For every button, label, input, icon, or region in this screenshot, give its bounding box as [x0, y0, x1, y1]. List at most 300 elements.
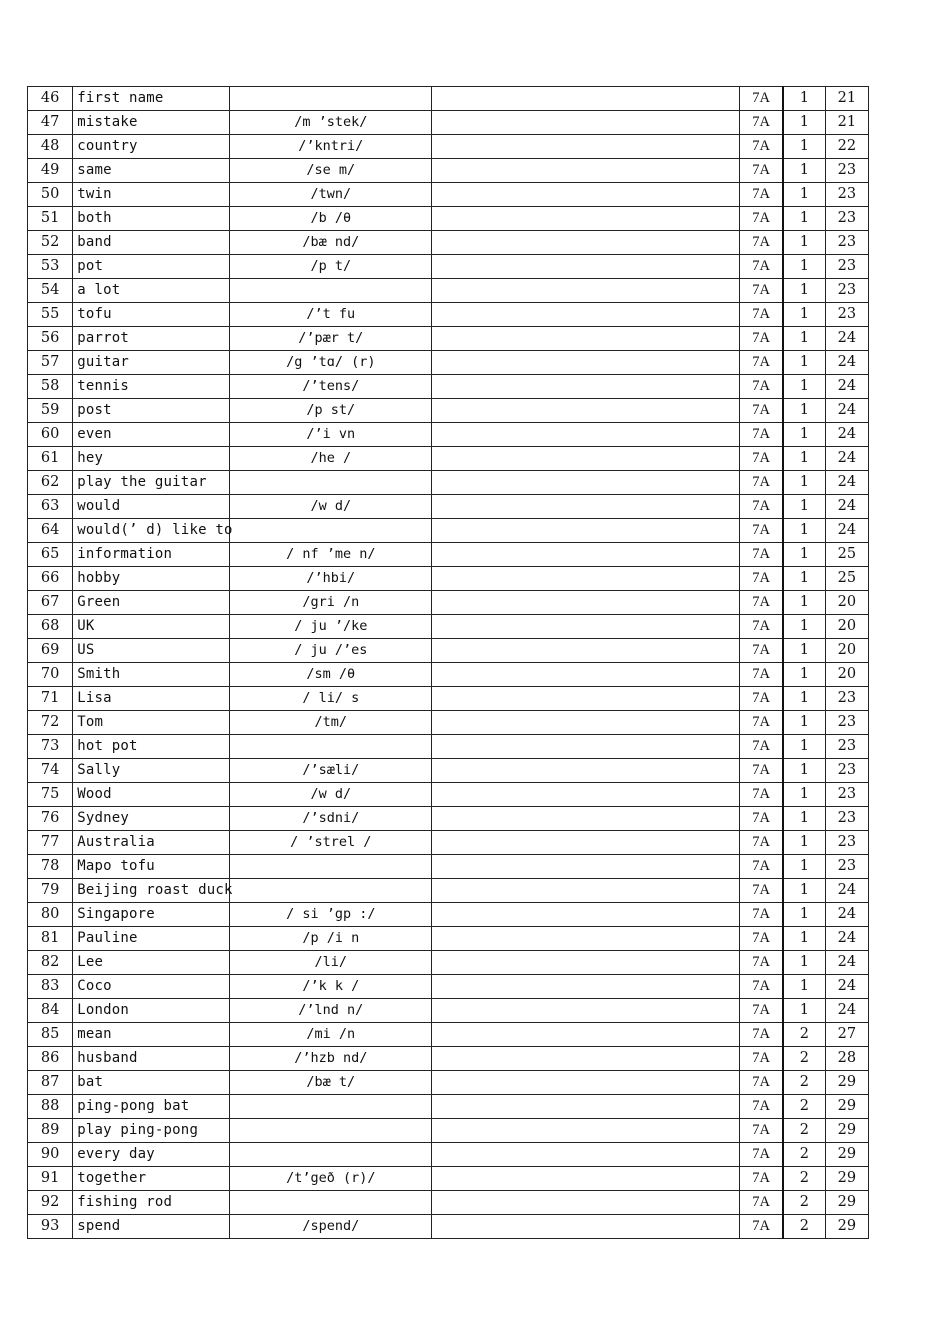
- unit-cell: 2: [783, 1119, 825, 1143]
- page-cell: 23: [825, 255, 868, 279]
- blank-cell: [432, 519, 740, 543]
- word-cell: [73, 1071, 230, 1095]
- unit-cell: 1: [783, 711, 825, 735]
- table-row: [28, 591, 869, 615]
- table-row: [28, 1143, 869, 1167]
- phonetic-cell: /w d/: [230, 495, 432, 519]
- unit-cell: 1: [783, 879, 825, 903]
- phonetic-cell: /’kntri/: [230, 135, 432, 159]
- page-cell: 25: [825, 567, 868, 591]
- table-row: [28, 927, 869, 951]
- table-row: [28, 951, 869, 975]
- page-cell: 24: [825, 903, 868, 927]
- row-number: 72: [28, 711, 73, 735]
- word-text: Lisa: [77, 690, 112, 706]
- table-row: [28, 903, 869, 927]
- unit-cell: 1: [783, 519, 825, 543]
- row-number: 92: [28, 1191, 73, 1215]
- word-text: spend: [77, 1218, 121, 1234]
- unit-cell: 1: [783, 567, 825, 591]
- table-row: [28, 1047, 869, 1071]
- word-text: same: [77, 162, 112, 178]
- word-text: parrot: [77, 330, 130, 346]
- phonetic-cell: /b /θ: [230, 207, 432, 231]
- table-row: [28, 303, 869, 327]
- word-cell: [73, 255, 230, 279]
- table-row: [28, 183, 869, 207]
- word-text: London: [77, 1002, 130, 1018]
- unit-cell: 2: [783, 1023, 825, 1047]
- table-row: [28, 639, 869, 663]
- unit-cell: 1: [783, 351, 825, 375]
- table-row: [28, 351, 869, 375]
- page-cell: 23: [825, 279, 868, 303]
- table-row: [28, 1071, 869, 1095]
- word-cell: [73, 927, 230, 951]
- phonetic-cell: [230, 471, 432, 495]
- grade-cell: 7A: [740, 423, 783, 447]
- blank-cell: [432, 1095, 740, 1119]
- page-cell: 25: [825, 543, 868, 567]
- phonetic-cell: [230, 1119, 432, 1143]
- grade-cell: 7A: [740, 1191, 783, 1215]
- page-cell: 24: [825, 879, 868, 903]
- unit-cell: 1: [783, 279, 825, 303]
- unit-cell: 1: [783, 87, 825, 111]
- grade-cell: 7A: [740, 183, 783, 207]
- blank-cell: [432, 1143, 740, 1167]
- phonetic-cell: / ’strel /: [230, 831, 432, 855]
- phonetic-cell: /w d/: [230, 783, 432, 807]
- word-cell: [73, 1167, 230, 1191]
- vocabulary-table: [27, 86, 869, 1239]
- table-row: [28, 735, 869, 759]
- unit-cell: 2: [783, 1095, 825, 1119]
- row-number: 75: [28, 783, 73, 807]
- table-row: [28, 279, 869, 303]
- word-text: Green: [77, 594, 121, 610]
- word-cell: [73, 783, 230, 807]
- row-number: 81: [28, 927, 73, 951]
- page-cell: 22: [825, 135, 868, 159]
- blank-cell: [432, 687, 740, 711]
- page-cell: 28: [825, 1047, 868, 1071]
- word-cell: [73, 135, 230, 159]
- page-cell: 24: [825, 999, 868, 1023]
- unit-cell: 2: [783, 1047, 825, 1071]
- row-number: 60: [28, 423, 73, 447]
- unit-cell: 1: [783, 423, 825, 447]
- page-cell: 24: [825, 327, 868, 351]
- blank-cell: [432, 1191, 740, 1215]
- word-text: Sydney: [77, 810, 130, 826]
- word-text: mean: [77, 1026, 112, 1042]
- page-cell: 29: [825, 1215, 868, 1239]
- page-cell: 21: [825, 87, 868, 111]
- word-text: band: [77, 234, 112, 250]
- word-text: UK: [77, 618, 95, 634]
- blank-cell: [432, 975, 740, 999]
- table-row: [28, 135, 869, 159]
- word-cell: [73, 615, 230, 639]
- unit-cell: 2: [783, 1215, 825, 1239]
- row-number: 93: [28, 1215, 73, 1239]
- table-row: [28, 495, 869, 519]
- page-cell: 23: [825, 711, 868, 735]
- row-number: 84: [28, 999, 73, 1023]
- word-text: fishing rod: [77, 1194, 173, 1210]
- blank-cell: [432, 807, 740, 831]
- word-cell: [73, 831, 230, 855]
- unit-cell: 1: [783, 111, 825, 135]
- word-cell: [73, 1119, 230, 1143]
- word-text: Singapore: [77, 906, 155, 922]
- blank-cell: [432, 255, 740, 279]
- table-row: [28, 831, 869, 855]
- blank-cell: [432, 1215, 740, 1239]
- row-number: 69: [28, 639, 73, 663]
- blank-cell: [432, 927, 740, 951]
- page-cell: 24: [825, 471, 868, 495]
- unit-cell: 2: [783, 1191, 825, 1215]
- word-cell: [73, 591, 230, 615]
- word-text: hot pot: [77, 738, 138, 754]
- row-number: 80: [28, 903, 73, 927]
- unit-cell: 1: [783, 399, 825, 423]
- grade-cell: 7A: [740, 495, 783, 519]
- word-cell: [73, 975, 230, 999]
- table-row: [28, 687, 869, 711]
- word-text: Pauline: [77, 930, 138, 946]
- blank-cell: [432, 351, 740, 375]
- phonetic-cell: /’hbi/: [230, 567, 432, 591]
- word-text: tofu: [77, 306, 112, 322]
- unit-cell: 1: [783, 159, 825, 183]
- blank-cell: [432, 903, 740, 927]
- blank-cell: [432, 711, 740, 735]
- word-cell: [73, 687, 230, 711]
- phonetic-cell: /’t fu: [230, 303, 432, 327]
- row-number: 48: [28, 135, 73, 159]
- row-number: 53: [28, 255, 73, 279]
- blank-cell: [432, 783, 740, 807]
- unit-cell: 1: [783, 999, 825, 1023]
- row-number: 90: [28, 1143, 73, 1167]
- word-cell: [73, 471, 230, 495]
- table-row: [28, 759, 869, 783]
- table-row: [28, 807, 869, 831]
- grade-cell: 7A: [740, 879, 783, 903]
- page-cell: 24: [825, 495, 868, 519]
- phonetic-cell: [230, 279, 432, 303]
- blank-cell: [432, 399, 740, 423]
- grade-cell: 7A: [740, 303, 783, 327]
- phonetic-cell: /tm/: [230, 711, 432, 735]
- blank-cell: [432, 951, 740, 975]
- blank-cell: [432, 447, 740, 471]
- phonetic-cell: [230, 879, 432, 903]
- word-cell: [73, 855, 230, 879]
- row-number: 79: [28, 879, 73, 903]
- blank-cell: [432, 1167, 740, 1191]
- word-cell: [73, 423, 230, 447]
- word-text: country: [77, 138, 138, 154]
- unit-cell: 1: [783, 687, 825, 711]
- grade-cell: 7A: [740, 1119, 783, 1143]
- blank-cell: [432, 471, 740, 495]
- grade-cell: 7A: [740, 615, 783, 639]
- word-cell: [73, 231, 230, 255]
- row-number: 70: [28, 663, 73, 687]
- row-number: 88: [28, 1095, 73, 1119]
- phonetic-cell: /li/: [230, 951, 432, 975]
- phonetic-cell: /’sdni/: [230, 807, 432, 831]
- table-row: [28, 399, 869, 423]
- grade-cell: 7A: [740, 231, 783, 255]
- page-cell: 23: [825, 231, 868, 255]
- word-text: guitar: [77, 354, 130, 370]
- table-row: [28, 159, 869, 183]
- phonetic-cell: / si ’gp :/: [230, 903, 432, 927]
- word-text: together: [77, 1170, 147, 1186]
- table-row: [28, 1167, 869, 1191]
- table-row: [28, 471, 869, 495]
- grade-cell: 7A: [740, 399, 783, 423]
- grade-cell: 7A: [740, 783, 783, 807]
- table-row: [28, 111, 869, 135]
- row-number: 64: [28, 519, 73, 543]
- grade-cell: 7A: [740, 951, 783, 975]
- word-cell: [73, 1215, 230, 1239]
- blank-cell: [432, 327, 740, 351]
- phonetic-cell: [230, 1191, 432, 1215]
- phonetic-cell: /’sæli/: [230, 759, 432, 783]
- table-row: [28, 327, 869, 351]
- unit-cell: 1: [783, 447, 825, 471]
- grade-cell: 7A: [740, 903, 783, 927]
- word-cell: [73, 543, 230, 567]
- grade-cell: 7A: [740, 663, 783, 687]
- phonetic-cell: /g ’tɑ/ (r): [230, 351, 432, 375]
- row-number: 77: [28, 831, 73, 855]
- phonetic-cell: [230, 735, 432, 759]
- word-cell: [73, 111, 230, 135]
- grade-cell: 7A: [740, 255, 783, 279]
- word-cell: [73, 303, 230, 327]
- grade-cell: 7A: [740, 999, 783, 1023]
- grade-cell: 7A: [740, 639, 783, 663]
- word-text: tennis: [77, 378, 130, 394]
- phonetic-cell: / li/ s: [230, 687, 432, 711]
- blank-cell: [432, 1119, 740, 1143]
- row-number: 62: [28, 471, 73, 495]
- table-row: [28, 447, 869, 471]
- grade-cell: 7A: [740, 759, 783, 783]
- row-number: 68: [28, 615, 73, 639]
- page-cell: 23: [825, 783, 868, 807]
- word-cell: [73, 903, 230, 927]
- page-cell: 23: [825, 303, 868, 327]
- table-row: [28, 1119, 869, 1143]
- row-number: 58: [28, 375, 73, 399]
- word-cell: [73, 1095, 230, 1119]
- table-row: [28, 375, 869, 399]
- vocabulary-rows: [28, 87, 869, 1239]
- unit-cell: 1: [783, 495, 825, 519]
- row-number: 66: [28, 567, 73, 591]
- word-text: Beijing roast duck: [77, 882, 233, 898]
- grade-cell: 7A: [740, 1143, 783, 1167]
- page-cell: 23: [825, 159, 868, 183]
- grade-cell: 7A: [740, 327, 783, 351]
- row-number: 54: [28, 279, 73, 303]
- word-text: Mapo tofu: [77, 858, 155, 874]
- unit-cell: 1: [783, 303, 825, 327]
- page-cell: 23: [825, 855, 868, 879]
- grade-cell: 7A: [740, 831, 783, 855]
- phonetic-cell: /p st/: [230, 399, 432, 423]
- row-number: 85: [28, 1023, 73, 1047]
- blank-cell: [432, 231, 740, 255]
- unit-cell: 1: [783, 927, 825, 951]
- grade-cell: 7A: [740, 375, 783, 399]
- table-row: [28, 207, 869, 231]
- table-row: [28, 1191, 869, 1215]
- word-cell: [73, 759, 230, 783]
- phonetic-cell: /t’geð (r)/: [230, 1167, 432, 1191]
- unit-cell: 1: [783, 135, 825, 159]
- unit-cell: 2: [783, 1143, 825, 1167]
- phonetic-cell: /p /i n: [230, 927, 432, 951]
- grade-cell: 7A: [740, 927, 783, 951]
- grade-cell: 7A: [740, 111, 783, 135]
- blank-cell: [432, 423, 740, 447]
- page-cell: 23: [825, 183, 868, 207]
- blank-cell: [432, 111, 740, 135]
- page-cell: 29: [825, 1167, 868, 1191]
- page-cell: 29: [825, 1095, 868, 1119]
- table-row: [28, 975, 869, 999]
- word-cell: [73, 567, 230, 591]
- blank-cell: [432, 567, 740, 591]
- blank-cell: [432, 303, 740, 327]
- word-cell: [73, 879, 233, 903]
- word-text: every day: [77, 1146, 155, 1162]
- word-cell: [73, 639, 230, 663]
- page-cell: 23: [825, 759, 868, 783]
- phonetic-cell: /twn/: [230, 183, 432, 207]
- phonetic-cell: [230, 519, 432, 543]
- page-cell: 24: [825, 351, 868, 375]
- blank-cell: [432, 855, 740, 879]
- page-cell: 20: [825, 591, 868, 615]
- phonetic-cell: /sm /θ: [230, 663, 432, 687]
- row-number: 63: [28, 495, 73, 519]
- word-cell: [73, 447, 230, 471]
- table-row: [28, 1023, 869, 1047]
- page-cell: 24: [825, 399, 868, 423]
- page-cell: 24: [825, 519, 868, 543]
- row-number: 56: [28, 327, 73, 351]
- grade-cell: 7A: [740, 1095, 783, 1119]
- word-cell: [73, 1047, 230, 1071]
- page-cell: 23: [825, 687, 868, 711]
- row-number: 57: [28, 351, 73, 375]
- grade-cell: 7A: [740, 351, 783, 375]
- word-cell: [73, 735, 230, 759]
- blank-cell: [432, 615, 740, 639]
- phonetic-cell: /gri /n: [230, 591, 432, 615]
- word-text: first name: [77, 90, 164, 106]
- row-number: 76: [28, 807, 73, 831]
- blank-cell: [432, 831, 740, 855]
- word-text: information: [77, 546, 173, 562]
- unit-cell: 1: [783, 663, 825, 687]
- row-number: 89: [28, 1119, 73, 1143]
- blank-cell: [432, 1047, 740, 1071]
- row-number: 86: [28, 1047, 73, 1071]
- blank-cell: [432, 663, 740, 687]
- table-row: [28, 999, 869, 1023]
- row-number: 49: [28, 159, 73, 183]
- unit-cell: 1: [783, 543, 825, 567]
- unit-cell: 2: [783, 1167, 825, 1191]
- phonetic-cell: /se m/: [230, 159, 432, 183]
- page-cell: 23: [825, 207, 868, 231]
- unit-cell: 1: [783, 471, 825, 495]
- blank-cell: [432, 591, 740, 615]
- page-cell: 24: [825, 975, 868, 999]
- unit-cell: 1: [783, 855, 825, 879]
- word-text: both: [77, 210, 112, 226]
- grade-cell: 7A: [740, 735, 783, 759]
- table-row: [28, 231, 869, 255]
- page-cell: 20: [825, 639, 868, 663]
- phonetic-cell: /p t/: [230, 255, 432, 279]
- page-cell: 29: [825, 1143, 868, 1167]
- row-number: 51: [28, 207, 73, 231]
- word-text: Wood: [77, 786, 112, 802]
- grade-cell: 7A: [740, 711, 783, 735]
- blank-cell: [432, 1071, 740, 1095]
- row-number: 65: [28, 543, 73, 567]
- unit-cell: 1: [783, 183, 825, 207]
- row-number: 52: [28, 231, 73, 255]
- blank-cell: [432, 495, 740, 519]
- row-number: 73: [28, 735, 73, 759]
- word-text: twin: [77, 186, 112, 202]
- grade-cell: 7A: [740, 1167, 783, 1191]
- table-row: [28, 879, 869, 903]
- word-cell: [73, 951, 230, 975]
- table-row: [28, 783, 869, 807]
- word-cell: [73, 375, 230, 399]
- table-row: [28, 1095, 869, 1119]
- word-cell: [73, 279, 230, 303]
- blank-cell: [432, 375, 740, 399]
- word-cell: [73, 159, 230, 183]
- grade-cell: 7A: [740, 471, 783, 495]
- word-cell: [73, 87, 230, 111]
- phonetic-cell: /bæ t/: [230, 1071, 432, 1095]
- word-text: US: [77, 642, 95, 658]
- grade-cell: 7A: [740, 1071, 783, 1095]
- word-cell: [73, 495, 230, 519]
- word-text: Australia: [77, 834, 155, 850]
- page-cell: 29: [825, 1191, 868, 1215]
- row-number: 47: [28, 111, 73, 135]
- row-number: 91: [28, 1167, 73, 1191]
